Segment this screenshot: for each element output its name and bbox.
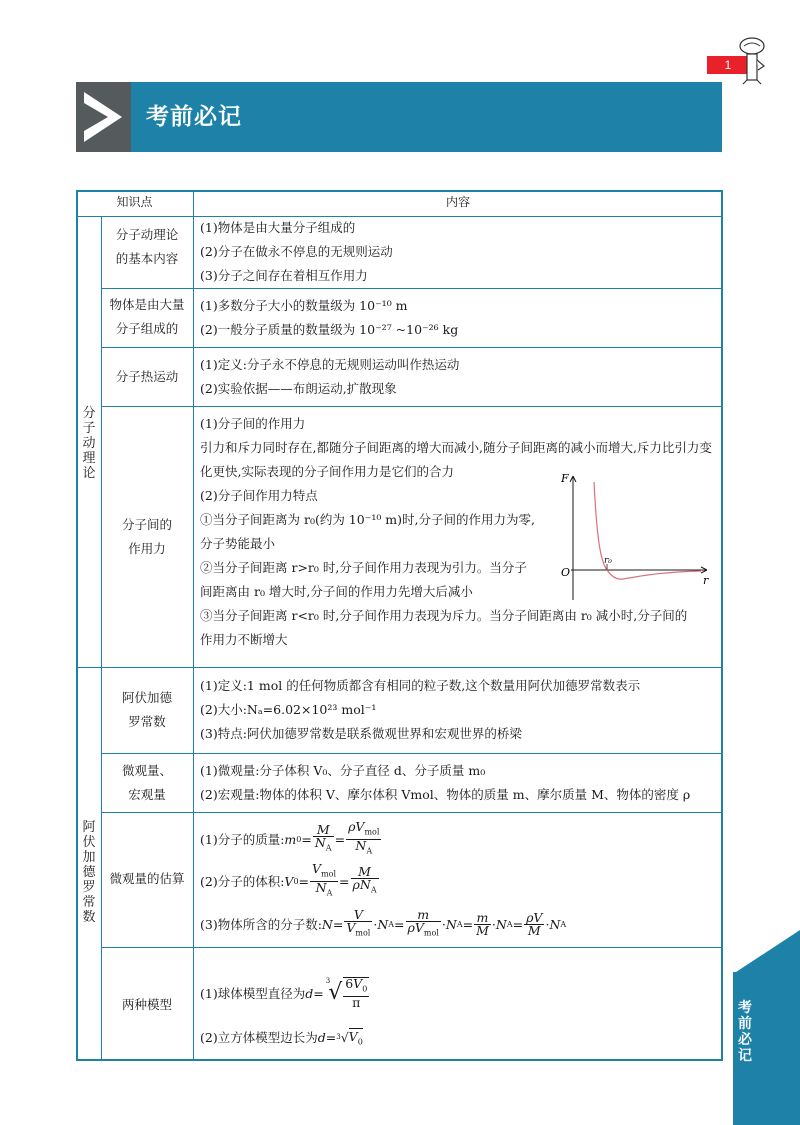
row-content-two-models: (1)球体模型直径为 d = 3 √ $\frac{6V_0}{\pi}$ (2)立方体模型边长为 d = 3 √ $V_0$ bbox=[200, 976, 368, 1047]
graph-y-label: F bbox=[561, 472, 569, 485]
force-distance-graph bbox=[561, 472, 711, 602]
row-label-estimation: 微观量的估算 bbox=[109, 871, 185, 886]
chevron-right-icon bbox=[76, 82, 131, 152]
graph-origin: O bbox=[561, 566, 571, 579]
row-label-micro-macro: 微观量、宏观量 bbox=[121, 763, 172, 802]
row-label-two-models: 两种模型 bbox=[121, 997, 172, 1012]
group-label-kinetic-theory: 分子动理论 bbox=[82, 406, 96, 481]
group-label-avogadro: 阿伏加德罗常数 bbox=[82, 820, 96, 925]
row-label-intermolecular-force: 分子间的作用力 bbox=[121, 517, 172, 556]
page-number: 1 bbox=[707, 56, 749, 74]
side-tab-label: 考前必记 bbox=[738, 1000, 752, 1064]
page-title: 考前必记 bbox=[146, 104, 242, 130]
row-content-thermal-motion: (1)定义:分子永不停息的无规则运动叫作热运动 (2)实验依据——布朗运动,扩散现象 bbox=[200, 357, 460, 396]
row-content-estimation: (1)分子的质量: m 0 = $\frac{M}{N_A}$ = $\frac{\rho V_{mol}}{N_A}$ (2)分子的体积: V 0 = $\frac{V_{mol}}{N_A}$ = $\frac{M}{\rho N_A}$ (3)物体所含的分子数: N = $\frac{V}{V_{mol}}$ · N A = $\frac{m}{\rho V_{mol}}$ · N A = $\frac{m}{M}$ · N A = $\frac{\rho V}{M}$ · N A bbox=[200, 819, 567, 938]
graph-x-label: r bbox=[703, 574, 709, 587]
row-content-avogadro: (1)定义:1 mol 的任何物质都含有相同的粒子数,这个数量用阿伏加德罗常数表示 (2)大小:Nₐ=6.02×10²³ mol⁻¹ (3)特点:阿伏加德罗常数是联系微观世界和宏观世界的桥梁 bbox=[200, 678, 641, 741]
header-knowledge-point: 知识点 bbox=[116, 195, 153, 209]
graph-r0-label: r₀ bbox=[604, 556, 612, 566]
header-content: 内容 bbox=[445, 195, 470, 209]
knowledge-table bbox=[76, 190, 723, 1061]
row-content-micro-macro: (1)微观量:分子体积 V₀、分子直径 d、分子质量 m₀ (2)宏观量:物体的体积 V、摩尔体积 Vmol、物体的质量 m、摩尔质量 M、物体的密度 ρ bbox=[200, 763, 691, 802]
row-label-many-molecules: 物体是由大量分子组成的 bbox=[109, 297, 185, 336]
row-label-thermal-motion: 分子热运动 bbox=[115, 369, 179, 384]
section-banner bbox=[76, 82, 722, 152]
row-label-basic-content: 分子动理论的基本内容 bbox=[115, 227, 179, 266]
row-content-intermolecular-force: (1)分子间的作用力 引力和斥力同时存在,都随分子间距离的增大而减小,随分子间距离的减小而增大,斥力比引力变化更快,实际表现的分子间作用力是它们的合力 (2)分子间作用力特点 ①当分子间距离为 r₀(约为 10⁻¹⁰ m)时,分子间的作用力为零, 分子势能最小 ②当分子间距离 r>r₀ 时,分子间作用力表现为引力。当分子 间距离由 r₀ 增大时,分子间的作用力先增大后减小 ③当分子间距离 r<r₀ 时,分子间作用力表现为斥力。当分子间距离由 r₀ 减小时,分子间的 作用力不断增大 bbox=[200, 416, 712, 647]
row-content-basic: (1)物体是由大量分子组成的 (2)分子在做永不停息的无规则运动 (3)分子之间存在着相互作用力 bbox=[200, 220, 393, 283]
side-tab-slant bbox=[733, 930, 800, 974]
mascot-icon bbox=[738, 36, 772, 86]
row-label-avogadro: 阿伏加德罗常数 bbox=[121, 690, 172, 729]
row-content-molecule-size: (1)多数分子大小的数量级为 10⁻¹⁰ m (2)一般分子质量的数量级为 10⁻²⁷ ~10⁻²⁶ kg bbox=[200, 298, 459, 337]
